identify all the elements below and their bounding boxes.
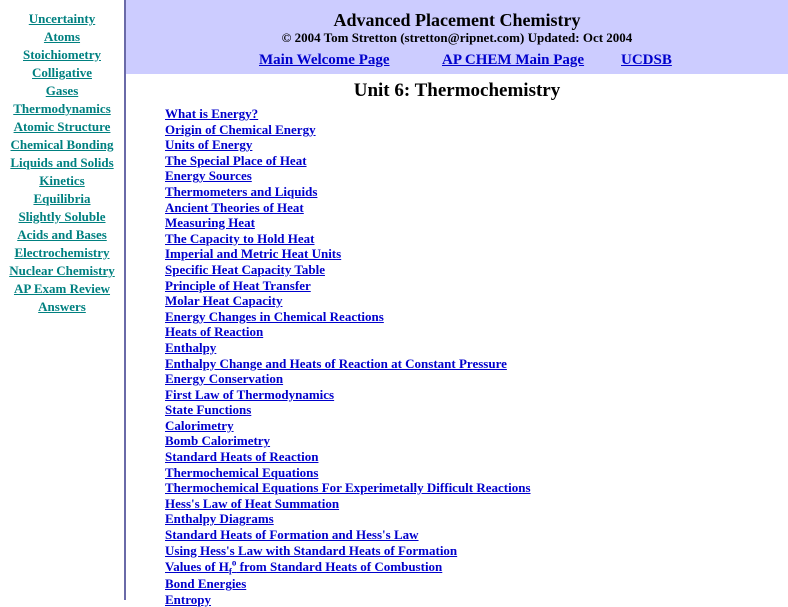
topic-link[interactable]: Bond Energies	[165, 576, 247, 592]
topic-item	[165, 543, 788, 559]
sidebar-item	[0, 46, 124, 64]
topic-link[interactable]: Enthalpy Change and Heats of Reaction at Constant Pressure	[165, 355, 507, 371]
topic-item	[165, 324, 788, 340]
main-welcome-page-link[interactable]: Main Welcome Page	[259, 52, 390, 68]
topic-link[interactable]: Enthalpy	[165, 339, 217, 355]
topic-link[interactable]: Energy Conservation	[165, 371, 284, 387]
topic-link[interactable]: Standard Heats of Formation and Hess's Law	[165, 527, 419, 543]
sidebar-link[interactable]: Electrochemistry	[14, 245, 110, 260]
topic-item	[165, 340, 788, 356]
sidebar-item	[0, 64, 124, 82]
topic-link[interactable]: Thermometers and Liquids	[165, 183, 318, 199]
top-nav	[126, 50, 788, 70]
sidebar-link[interactable]: Uncertainty	[28, 11, 96, 26]
sidebar-item	[0, 190, 124, 208]
topic-link[interactable]: Ancient Theories of Heat	[165, 199, 304, 215]
topic-text: Values of H	[165, 559, 229, 575]
topic-item	[165, 246, 788, 262]
topic-item	[165, 371, 788, 387]
topic-link[interactable]: Entropy	[165, 591, 211, 607]
topic-item	[165, 356, 788, 372]
topic-link[interactable]: Energy Sources	[165, 168, 252, 184]
sidebar-item	[0, 226, 124, 244]
topic-item	[165, 433, 788, 449]
sidebar-link[interactable]: Chemical Bonding	[10, 137, 114, 152]
topic-item	[165, 231, 788, 247]
topic-link[interactable]: What is Energy?	[165, 106, 259, 121]
topic-link[interactable]: Specific Heat Capacity Table	[165, 261, 325, 277]
sidebar-item	[0, 172, 124, 190]
topic-item	[165, 465, 788, 481]
sidebar	[0, 0, 126, 600]
sidebar-item	[0, 154, 124, 172]
topic-link[interactable]: Molar Heat Capacity	[165, 293, 283, 309]
sidebar-link[interactable]: Equilibria	[33, 191, 91, 206]
sidebar-link[interactable]: Atomic Structure	[13, 119, 111, 134]
superscript: o	[231, 557, 237, 568]
topic-link[interactable]: Origin of Chemical Energy	[165, 121, 316, 137]
sidebar-link[interactable]: Stoichiometry	[23, 47, 101, 62]
topic-link[interactable]: First Law of Thermodynamics	[165, 386, 335, 402]
topic-link[interactable]: Principle of Heat Transfer	[165, 277, 311, 293]
sidebar-link[interactable]: Answers	[38, 299, 86, 314]
topic-item	[165, 153, 788, 169]
topic-item	[165, 293, 788, 309]
sidebar-link[interactable]: Liquids and Solids	[10, 155, 114, 170]
site-title: Advanced Placement Chemistry	[333, 10, 581, 30]
topic-link[interactable]	[165, 557, 443, 577]
sidebar-link[interactable]: Acids and Bases	[17, 227, 107, 242]
topic-item	[165, 480, 788, 496]
sidebar-link[interactable]: Kinetics	[39, 173, 85, 188]
sidebar-item	[0, 298, 124, 316]
sidebar-item	[0, 82, 124, 100]
sidebar-item	[0, 208, 124, 226]
topic-link[interactable]: Bomb Calorimetry	[165, 433, 271, 449]
topic-link[interactable]: Enthalpy Diagrams	[165, 511, 274, 527]
topic-item	[165, 511, 788, 527]
sidebar-item	[0, 244, 124, 262]
topic-item	[165, 449, 788, 465]
sidebar-link[interactable]: Gases	[45, 83, 79, 98]
sidebar-item	[0, 280, 124, 298]
topic-item	[165, 215, 788, 231]
subscript: f	[228, 566, 232, 577]
sidebar-item	[0, 118, 124, 136]
ucdsb-link[interactable]: UCDSB	[621, 52, 672, 68]
header	[126, 0, 788, 74]
sidebar-link[interactable]: Thermodynamics	[13, 101, 111, 116]
topic-link[interactable]: Standard Heats of Reaction	[165, 449, 319, 465]
topic-link[interactable]: Heats of Reaction	[165, 324, 264, 340]
topic-text: from Standard Heats of Combustion	[236, 559, 443, 575]
topic-item	[165, 402, 788, 418]
topic-link[interactable]: The Capacity to Hold Heat	[165, 230, 315, 246]
ap-chem-main-page-link[interactable]: AP CHEM Main Page	[442, 52, 585, 68]
topic-link[interactable]: Measuring Heat	[165, 215, 255, 231]
sidebar-item	[0, 100, 124, 118]
topic-link[interactable]: Imperial and Metric Heat Units	[165, 246, 342, 262]
topic-item	[165, 168, 788, 184]
sidebar-link[interactable]: AP Exam Review	[13, 281, 111, 296]
topic-link[interactable]: Calorimetry	[165, 417, 234, 433]
sidebar-item	[0, 136, 124, 154]
topic-link[interactable]: The Special Place of Heat	[165, 152, 307, 168]
topic-item	[165, 106, 788, 122]
topic-item	[165, 558, 788, 576]
topic-link[interactable]: Energy Changes in Chemical Reactions	[165, 308, 384, 324]
topic-link[interactable]: Using Hess's Law with Standard Heats of Formation	[165, 542, 458, 558]
sidebar-link[interactable]: Nuclear Chemistry	[9, 263, 115, 278]
sidebar-item	[0, 28, 124, 46]
sidebar-nav	[0, 0, 124, 316]
topic-link[interactable]: Thermochemical Equations For Experimetally Difficult Reactions	[165, 480, 531, 496]
topic-link[interactable]: Hess's Law of Heat Summation	[165, 495, 340, 511]
main-content	[126, 74, 788, 607]
topic-item	[165, 418, 788, 434]
topic-item	[165, 184, 788, 200]
topic-list	[126, 106, 788, 607]
topic-item	[165, 200, 788, 216]
topic-item	[165, 278, 788, 294]
topic-item	[165, 576, 788, 592]
topic-item	[165, 592, 788, 607]
topic-item	[165, 262, 788, 278]
topic-link[interactable]: Thermochemical Equations	[165, 464, 319, 480]
topic-item	[165, 137, 788, 153]
sidebar-link[interactable]: Slightly Soluble	[18, 209, 106, 224]
topic-item	[165, 496, 788, 512]
topic-link[interactable]: State Functions	[165, 402, 252, 418]
topic-item	[165, 387, 788, 403]
page-title: Unit 6: Thermochemistry	[353, 80, 561, 101]
sidebar-link[interactable]: Atoms	[43, 29, 81, 44]
copyright-line: © 2004 Tom Stretton (stretton@ripnet.com) Updated: Oct 2004	[281, 30, 633, 45]
sidebar-link[interactable]: Colligative	[32, 65, 92, 80]
topic-item	[165, 527, 788, 543]
topic-link[interactable]: Units of Energy	[165, 137, 253, 153]
topic-item	[165, 122, 788, 138]
topic-item	[165, 309, 788, 325]
sidebar-item	[0, 262, 124, 280]
sidebar-item	[0, 10, 124, 28]
